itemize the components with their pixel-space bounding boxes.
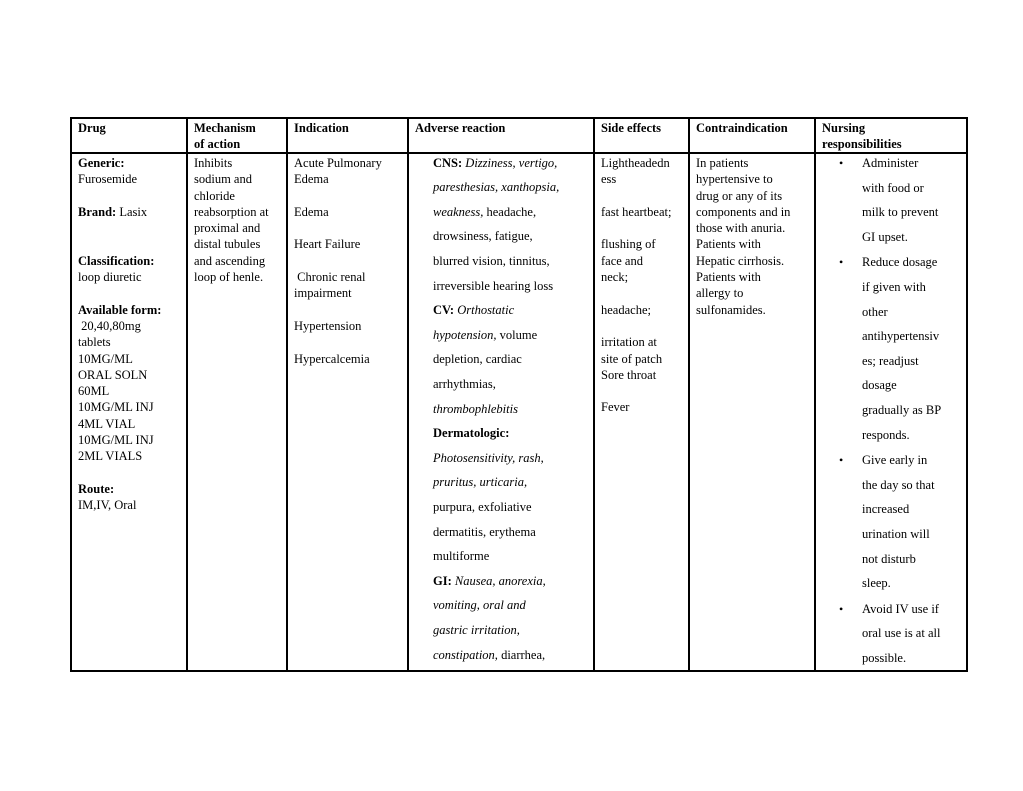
form-line: 20,40,80mg — [78, 318, 141, 333]
adverse-text: depletion, cardiac — [433, 352, 522, 367]
adverse-text: headache, — [483, 204, 537, 219]
side-effect-line: face and — [601, 253, 643, 268]
mechanism-line: distal tubules — [194, 237, 261, 252]
nursing-line: dosage — [862, 378, 897, 393]
side-effect-line: fast heartbeat; — [601, 204, 672, 219]
contraindication-line: hypertensive to — [696, 172, 773, 187]
nursing-line: GI upset. — [862, 229, 908, 244]
indication-line: Edema — [294, 204, 329, 219]
side-effect-line: neck; — [601, 270, 629, 285]
nursing-line: antihypertensiv — [862, 329, 940, 344]
indication-line: Hypertension — [294, 318, 362, 333]
nursing-item — [816, 151, 966, 249]
adverse-text: paresthesias, xanthopsia, — [433, 180, 560, 195]
bullet-icon: • — [839, 156, 844, 170]
header-nursing: Nursing responsibilities — [815, 118, 967, 153]
bullet-icon: • — [839, 601, 844, 616]
indication-line: impairment — [294, 286, 352, 301]
header-drug: Drug — [71, 118, 187, 153]
adverse-text: purpura, exfoliative — [433, 500, 532, 515]
nursing-line: es; readjust — [862, 353, 919, 368]
nursing-line: not disturb — [862, 551, 916, 566]
cns-label: CNS: — [433, 156, 463, 170]
drug-card-table — [70, 117, 968, 672]
contraindication-line: Patients with — [696, 237, 761, 252]
adverse-text: Orthostatic — [454, 303, 515, 318]
nursing-line: urination will — [862, 526, 930, 541]
adverse-text: Dizziness, vertigo, — [462, 156, 558, 170]
form-line: 60ML — [78, 384, 110, 399]
form-line: 10MG/ML INJ — [78, 433, 154, 448]
nursing-line: Reduce dosage — [862, 255, 938, 270]
adverse-text: constipation, — [433, 647, 498, 662]
mechanism-line: Inhibits — [194, 156, 233, 170]
adverse-text: Nausea, anorexia, — [451, 573, 546, 588]
adverse-reaction-cell — [408, 153, 594, 671]
classification-value: loop diuretic — [78, 270, 142, 285]
brand-name: Lasix — [116, 204, 148, 219]
mechanism-line: reabsorption at — [194, 204, 269, 219]
contraindication-cell — [689, 153, 815, 671]
adverse-text: volume — [496, 327, 538, 342]
drug-cell — [71, 153, 187, 671]
side-effect-line: irritation at — [601, 335, 657, 350]
generic-name: Furosemide — [78, 172, 138, 187]
classification-label: Classification: — [78, 253, 155, 268]
header-adverse-reaction: Adverse reaction — [408, 118, 594, 153]
brand-label: Brand: — [78, 204, 117, 219]
form-line: 2ML VIALS — [78, 449, 143, 464]
nursing-line: with food or — [862, 180, 924, 195]
mechanism-line: loop of henle. — [194, 270, 264, 285]
header-row — [71, 118, 967, 153]
mechanism-line: chloride — [194, 188, 235, 203]
nursing-line: responds. — [862, 427, 910, 442]
adverse-text: irreversible hearing loss — [433, 278, 554, 293]
header-mechanism: Mechanism of action — [187, 118, 287, 153]
route-label: Route: — [78, 481, 115, 496]
gi-label: GI: — [433, 573, 452, 588]
indication-cell — [287, 153, 408, 671]
generic-label: Generic: — [78, 156, 125, 170]
indication-line: Heart Failure — [294, 237, 361, 252]
adverse-text: weakness, — [433, 204, 484, 219]
side-effect-line: flushing of — [601, 237, 656, 252]
adverse-text: arrhythmias, — [433, 377, 496, 392]
header-contraindication: Contraindication — [689, 118, 815, 153]
adverse-text: drowsiness, fatigue, — [433, 229, 533, 244]
nursing-line: Give early in — [862, 453, 928, 468]
contraindication-line: components and in — [696, 204, 791, 219]
form-line: 4ML VIAL — [78, 416, 136, 431]
indication-line: Acute Pulmonary — [294, 156, 382, 170]
nursing-line: gradually as BP — [862, 402, 942, 417]
contraindication-line: sulfonamides. — [696, 302, 766, 317]
adverse-text: hypotension, — [433, 327, 497, 342]
nursing-line: if given with — [862, 279, 926, 294]
nursing-item — [816, 448, 966, 596]
contraindication-line: In patients — [696, 156, 749, 170]
nursing-line: sleep. — [862, 576, 891, 591]
side-effect-line: site of patch — [601, 351, 663, 366]
nursing-line: milk to prevent — [862, 205, 939, 220]
mechanism-line: sodium and — [194, 172, 252, 187]
bullet-icon: • — [839, 453, 844, 468]
mechanism-line: proximal and — [194, 221, 261, 236]
nursing-line: possible. — [862, 650, 907, 665]
bullet-icon: • — [839, 255, 844, 270]
side-effect-line: ess — [601, 172, 617, 187]
indication-line: Chronic renal — [294, 270, 366, 285]
form-line: tablets — [78, 335, 111, 350]
nursing-line: other — [862, 304, 888, 319]
side-effect-line: Sore throat — [601, 367, 657, 382]
header-side-effects: Side effects — [594, 118, 689, 153]
nursing-line: the day so that — [862, 477, 935, 492]
form-line: ORAL SOLN — [78, 367, 148, 382]
side-effect-line: Fever — [601, 400, 630, 415]
contraindication-line: allergy to — [696, 286, 744, 301]
nursing-item — [816, 250, 966, 447]
form-line: 10MG/ML INJ — [78, 400, 154, 415]
route-value: IM,IV, Oral — [78, 498, 137, 513]
adverse-text: vomiting, oral and — [433, 598, 526, 613]
content-row — [71, 153, 967, 671]
contraindication-line: Patients with — [696, 270, 761, 285]
adverse-text: multiforme — [433, 549, 490, 564]
contraindication-line: Hepatic cirrhosis. — [696, 253, 785, 268]
side-effect-line: Lightheadedn — [601, 156, 670, 170]
adverse-text: Photosensitivity, rash, — [433, 450, 544, 465]
adverse-text: dermatitis, erythema — [433, 524, 536, 539]
indication-line: Hypercalcemia — [294, 351, 370, 366]
contraindication-line: drug or any of its — [696, 188, 783, 203]
adverse-text: diarrhea, — [497, 647, 546, 662]
form-line: 10MG/ML — [78, 351, 133, 366]
contraindication-line: those with anuria. — [696, 221, 786, 236]
side-effects-cell — [594, 153, 689, 671]
nursing-list — [816, 151, 966, 670]
nursing-line: Administer — [862, 156, 919, 170]
nursing-line: Avoid IV use if — [862, 601, 939, 616]
mechanism-line: and ascending — [194, 253, 266, 268]
adverse-text: thrombophlebitis — [433, 401, 518, 416]
nursing-cell — [815, 153, 967, 671]
dermatologic-label: Dermatologic: — [433, 426, 510, 441]
nursing-line: increased — [862, 502, 910, 517]
available-form-label: Available form: — [78, 302, 162, 317]
adverse-text: blurred vision, tinnitus, — [433, 254, 550, 269]
nursing-line: oral use is at all — [862, 626, 941, 641]
indication-line: Edema — [294, 172, 329, 187]
adverse-text: pruritus, urticaria, — [433, 475, 528, 490]
side-effect-line: headache; — [601, 302, 651, 317]
nursing-item — [816, 597, 966, 671]
cv-label: CV: — [433, 303, 455, 318]
mechanism-cell — [187, 153, 287, 671]
adverse-text: gastric irritation, — [433, 622, 520, 637]
header-indication: Indication — [287, 118, 408, 153]
